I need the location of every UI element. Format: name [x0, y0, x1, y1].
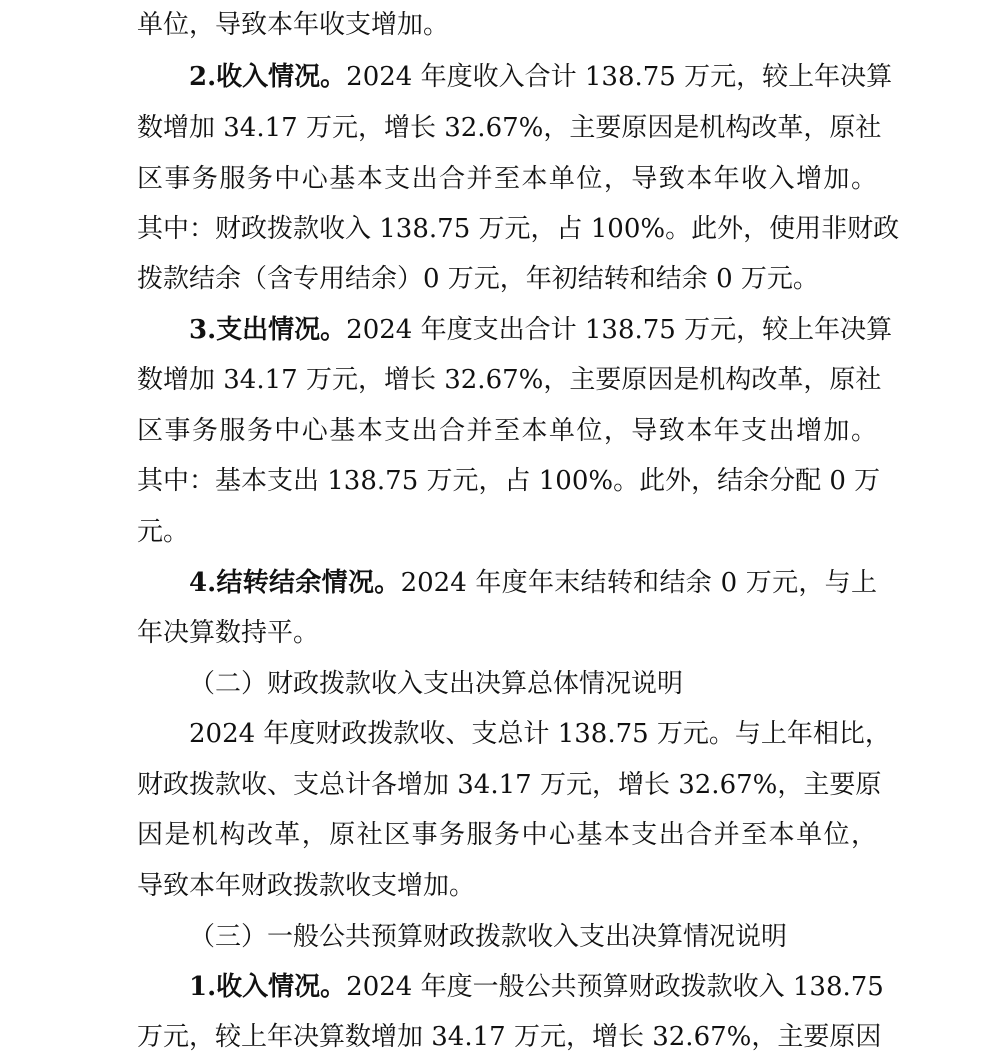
- paragraph-line: [137, 768, 882, 802]
- paragraph-line: [137, 8, 877, 42]
- subsection-title: [189, 667, 877, 701]
- line-text: 2024 年度收入合计 138.75 万元，较上年决算: [346, 62, 893, 92]
- line-text: 其中：基本支出 138.75 万元，占 100%。此外，结余分配 0 万: [137, 466, 881, 496]
- section-heading-expense: [189, 313, 893, 347]
- section-label: 1.收入情况。: [189, 972, 347, 1002]
- line-text: 财政拨款收、支总计各增加 34.17 万元，增长 32.67%，主要原: [137, 770, 882, 800]
- paragraph-line: [137, 1020, 882, 1054]
- paragraph-line: [137, 262, 877, 296]
- paragraph-line: [137, 818, 877, 852]
- line-text: 数增加 34.17 万元，增长 32.67%，主要原因是机构改革，原社: [137, 113, 882, 143]
- section-label: 4.结转结余情况。: [189, 568, 401, 598]
- paragraph-line: [189, 717, 891, 751]
- paragraph-line: [137, 515, 877, 549]
- paragraph-line: [137, 212, 900, 246]
- line-text: 导致本年财政拨款收支增加。: [137, 871, 476, 901]
- subsection-title-text: （三）一般公共预算财政拨款收入支出决算情况说明: [189, 922, 788, 952]
- line-text: 元。: [137, 517, 190, 547]
- paragraph-line: [137, 363, 882, 397]
- paragraph-line: [137, 869, 877, 903]
- paragraph-line: [137, 414, 877, 448]
- line-text: 因是机构改革，原社区事务服务中心基本支出合并至本单位，: [137, 820, 877, 850]
- line-text: 年决算数持平。: [137, 618, 320, 648]
- paragraph-line: [137, 616, 877, 650]
- line-text: 拨款结余（含专用结余）0 万元，年初结转和结余 0 万元。: [137, 264, 819, 294]
- section-label: 3.支出情况。: [189, 315, 347, 345]
- paragraph-line: [137, 111, 882, 145]
- subsection-title-text: （二）财政拨款收入支出决算总体情况说明: [189, 669, 684, 699]
- line-text: 区事务服务中心基本支出合并至本单位，导致本年支出增加。: [137, 416, 877, 446]
- section-label: 2.收入情况。: [189, 62, 347, 92]
- section-heading-income: [189, 60, 893, 94]
- line-text: 区事务服务中心基本支出合并至本单位，导致本年收入增加。: [137, 164, 877, 194]
- paragraph-line: [137, 464, 881, 498]
- line-text: 单位，导致本年收支增加。: [137, 10, 450, 40]
- line-text: 2024 年度财政拨款收、支总计 138.75 万元。与上年相比，: [189, 719, 891, 749]
- line-text: 2024 年度年末结转和结余 0 万元，与上: [400, 568, 877, 598]
- line-text: 万元，较上年决算数增加 34.17 万元，增长 32.67%，主要原因: [137, 1022, 882, 1052]
- subsection-title: [189, 920, 877, 954]
- section-heading-general-income: [189, 970, 884, 1004]
- paragraph-line: [137, 162, 877, 196]
- line-text: 2024 年度支出合计 138.75 万元，较上年决算: [346, 315, 893, 345]
- line-text: 其中：财政拨款收入 138.75 万元，占 100%。此外，使用非财政: [137, 214, 900, 244]
- section-heading-balance: [189, 566, 877, 600]
- line-text: 2024 年度一般公共预算财政拨款收入 138.75: [346, 972, 884, 1002]
- line-text: 数增加 34.17 万元，增长 32.67%，主要原因是机构改革，原社: [137, 365, 882, 395]
